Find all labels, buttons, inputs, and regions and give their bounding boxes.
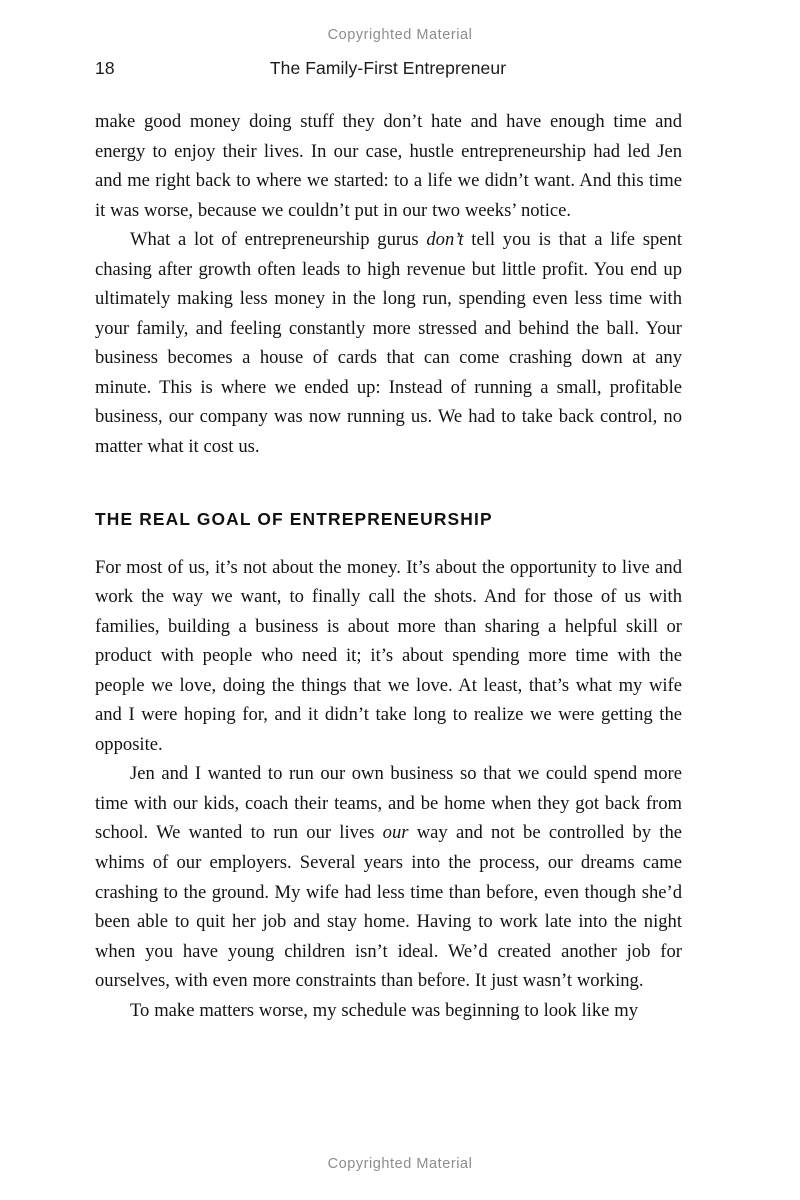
copyright-watermark-top: Copyrighted Material [327,27,473,43]
paragraph-jen-and-i [95,759,682,995]
emphasis-dont: don’t [426,229,464,251]
paragraph-text-segment: What a lot of entrepreneurship gurus [130,229,427,251]
copyright-watermark-bottom: Copyrighted Material [327,1156,473,1172]
text-column [95,107,682,1025]
emphasis-our: our [382,822,409,844]
paragraph-text-segment: tell you is that a life spent chasing after growth often leads to high revenue but little profit. You end up ultimately making less money in the long run, spending even less time with your family, and feeling constantly more stressed and behind the ball. Your business becomes a house of cards that can come crashing down at any minute. This is where we ended up: Instead of running a small, profitable business, our company was now running us. We had to take back control, no matter what it cost us. [95,229,682,458]
paragraph-text-segment: Jen and I wanted to run our own business so that we could spend more time with our kids, coach their teams, and be home when they got back from school. We wanted to run our lives [95,763,682,844]
section-heading: THE REAL GOAL OF ENTREPRENEURSHIP [95,508,493,529]
running-head [95,58,681,82]
paragraph-real-goal: For most of us, it’s not about the money. It’s about the opportunity to live and work the way we want, to finally call the shots. And for those of us with families, building a business is about more than sharing a helpful skill or product with people who need it; it’s about spending more time with the people we love, doing the things that we love. At least, that’s what my wife and I were hoping for, and it didn’t take long to realize we were getting the opposite. [95,556,682,755]
paragraph-continued: make good money doing stuff they don’t hate and have enough time and energy to enjoy their lives. In our case, hustle entrepreneurship had led Jen and me right back to where we started: to a life we didn’t want. And this time it was worse, because we couldn’t put in our two weeks’ notice. [95,111,682,221]
running-title: The Family-First Entrepreneur [269,58,507,78]
paragraph-text-segment: way and not be controlled by the whims of our employers. Several years into the process, our dreams came crashing to the ground. My wife had less time than before, even though she’d been able to quit her job and stay home. Having to work late into the night when you have young children isn’t ideal. We’d created another job for ourselves, with even more constraints than before. It just wasn’t working. [95,822,682,992]
heading-spacer-above [95,462,682,507]
page-number: 18 [95,58,115,78]
heading-spacer-below [95,531,682,553]
paragraph-gurus [95,225,682,461]
paragraph-partial-bottom: To make matters worse, my schedule was beginning to look like my [130,999,638,1021]
